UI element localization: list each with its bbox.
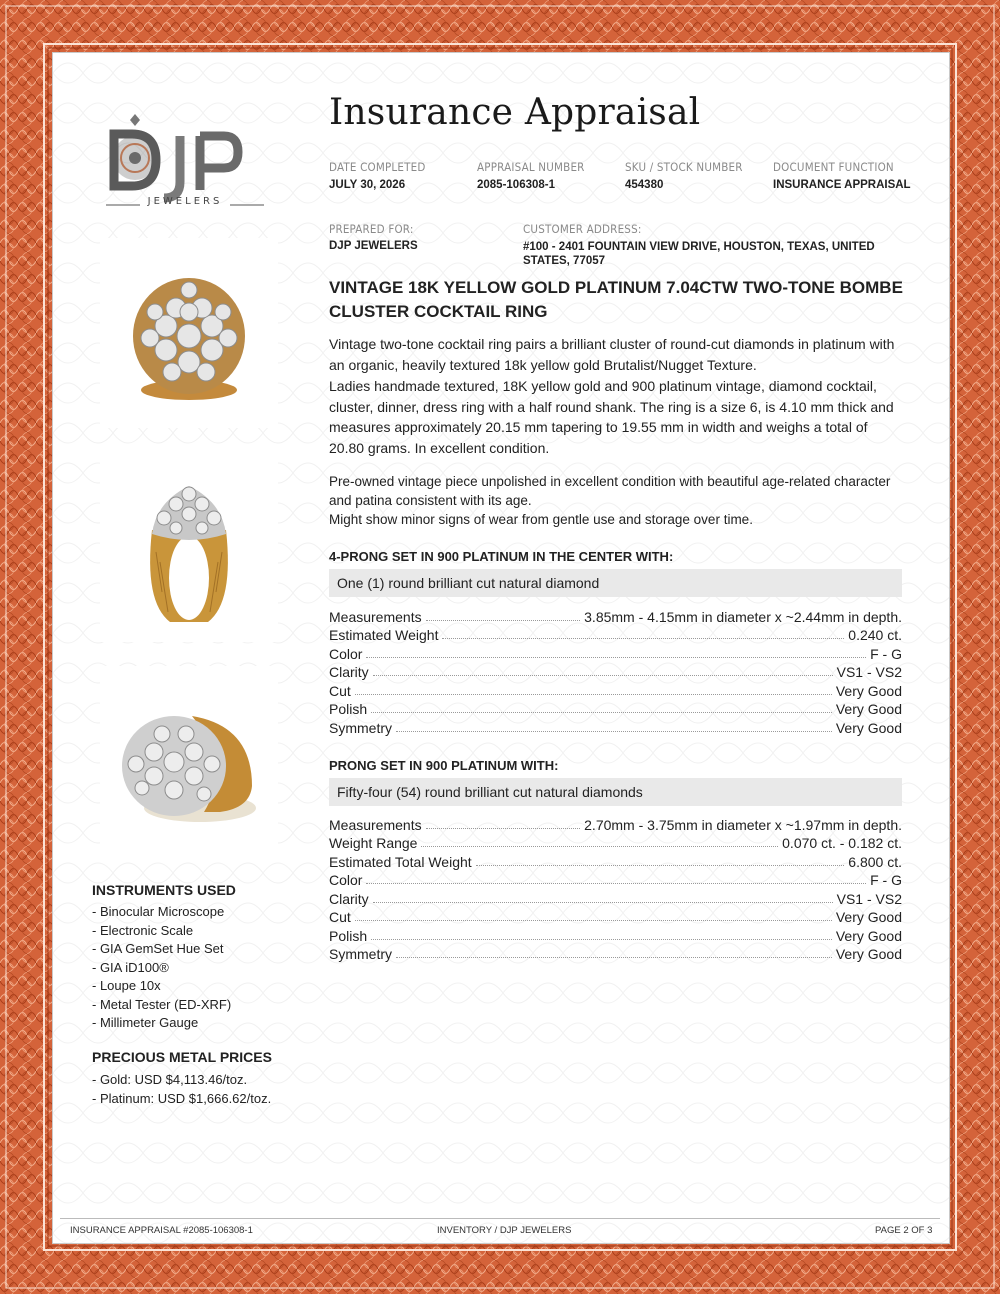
spec-row: [329, 889, 902, 908]
spec-value: Very Good: [835, 682, 902, 699]
appraisal-number-value: 2085-106308-1: [477, 179, 556, 191]
spec-row: [329, 626, 902, 645]
spec-row: [329, 718, 902, 737]
spec-value: 2.70mm - 3.75mm in diameter x ~1.97mm in depth.: [584, 816, 902, 833]
sku-value: 454380: [625, 179, 664, 191]
spec-row: [329, 700, 902, 719]
page-title: Insurance Appraisal: [329, 92, 701, 133]
center-stone-section-title: 4-PRONG SET IN 900 PLATINUM IN THE CENTER WITH:: [329, 549, 674, 564]
spec-row: [329, 815, 902, 834]
dot-leader: [373, 675, 833, 676]
spec-key: Cut: [329, 682, 351, 699]
dot-leader: [366, 883, 866, 884]
instrument-item: - Electronic Scale: [92, 922, 194, 938]
condition-paragraph-1: Pre-owned vintage piece unpolished in excellent condition with beautiful age-related character and patina consistent with its age.: [329, 474, 891, 508]
description-paragraph-1: Vintage two-tone cocktail ring pairs a brilliant cluster of round-cut diamonds in platinum with an organic, heavily textured 18k yellow gold Brutalist/Nugget Texture.: [329, 336, 895, 373]
spec-key: Symmetry: [329, 719, 392, 736]
dot-leader: [371, 939, 832, 940]
item-title: VINTAGE 18K YELLOW GOLD PLATINUM 7.04CTW TWO-TONE BOMBE CLUSTER COCKTAIL RING: [329, 278, 903, 321]
spec-row: [329, 926, 902, 945]
ring-photo-side: [100, 452, 278, 642]
customer-address-value: #100 - 2401 FOUNTAIN VIEW DRIVE, HOUSTON, TEXAS, UNITED STATES, 77057: [523, 241, 875, 267]
spec-key: Measurements: [329, 608, 422, 625]
dot-leader: [421, 846, 778, 847]
spec-key: Color: [329, 645, 363, 662]
djp-logo: [100, 110, 270, 210]
metal-prices-list: [92, 1071, 271, 1108]
spec-value: F - G: [870, 645, 902, 662]
accent-stones-summary: Fifty-four (54) round brilliant cut natural diamonds: [329, 778, 902, 806]
spec-key: Polish: [329, 701, 368, 717]
dot-leader: [426, 620, 581, 621]
dot-leader: [355, 920, 832, 921]
spec-value: 0.070 ct. - 0.182 ct.: [782, 835, 902, 851]
center-stone-specs: [329, 607, 902, 737]
spec-key: Measurements: [329, 816, 422, 833]
spec-value: Very Good: [835, 946, 902, 962]
spec-key: Clarity: [329, 664, 369, 680]
accent-stones-specs: [329, 815, 902, 963]
prepared-for-value: DJP JEWELERS: [329, 240, 418, 252]
spec-value: Very Good: [835, 927, 902, 944]
accent-stones-section-title: PRONG SET IN 900 PLATINUM WITH:: [329, 758, 559, 773]
spec-row: [329, 834, 902, 853]
instrument-item: - Millimeter Gauge: [92, 1015, 199, 1030]
instruments-title: INSTRUMENTS USED: [92, 882, 236, 898]
footer-appraisal-id: INSURANCE APPRAISAL #2085-106308-1: [70, 1225, 253, 1236]
spec-key: Color: [329, 872, 363, 888]
spec-value: Very Good: [835, 719, 902, 736]
spec-value: 3.85mm - 4.15mm in diameter x ~2.44mm in depth.: [584, 608, 902, 625]
spec-row: [329, 852, 902, 871]
footer-inventory: INVENTORY / DJP JEWELERS: [437, 1225, 572, 1236]
metal-price-item: - Platinum: USD $1,666.62/toz.: [92, 1090, 272, 1106]
spec-value: 6.800 ct.: [848, 853, 902, 870]
description-paragraph-2: Ladies handmade textured, 18K yellow gold and 900 platinum vintage, diamond cocktail, cluster, dinner, dress ring with a half round shank. The ring is a size 6, is 4.10 mm thick and measures approximately 20.15 mm tapering to 19.55 mm in width and weighs a total of 20.80 grams. In excellent condition.: [329, 378, 894, 456]
spec-key: Estimated Weight: [329, 627, 439, 643]
spec-row: [329, 663, 902, 682]
spec-value: VS1 - VS2: [836, 890, 902, 907]
dot-leader: [396, 731, 832, 732]
customer-address-label: CUSTOMER ADDRESS:: [523, 222, 642, 236]
dot-leader: [355, 694, 832, 695]
center-stone-summary: One (1) round brilliant cut natural diamond: [329, 569, 902, 597]
metal-prices-title: PRECIOUS METAL PRICES: [92, 1049, 272, 1065]
dot-leader: [373, 902, 833, 903]
spec-key: Clarity: [329, 890, 369, 907]
spec-row: [329, 871, 902, 890]
spec-key: Estimated Total Weight: [329, 853, 472, 870]
dot-leader: [366, 657, 866, 658]
logo-subtext: JEWELERS: [147, 196, 223, 207]
dot-leader: [476, 865, 845, 866]
document-function-label: DOCUMENT FUNCTION: [773, 160, 894, 174]
spec-key: Weight Range: [329, 835, 418, 851]
spec-row: [329, 945, 902, 964]
condition-paragraph-2: Might show minor signs of wear from gentle use and storage over time.: [329, 512, 753, 527]
spec-row: [329, 644, 902, 663]
spec-value: 0.240 ct.: [848, 627, 902, 643]
footer-rule: [60, 1218, 940, 1219]
spec-value: F - G: [870, 872, 902, 888]
date-completed-label: DATE COMPLETED: [329, 160, 426, 174]
instrument-item: - Metal Tester (ED-XRF): [92, 996, 232, 1012]
dot-leader: [371, 712, 832, 713]
spec-value: Very Good: [835, 701, 902, 717]
spec-value: VS1 - VS2: [836, 664, 902, 680]
spec-row: [329, 607, 902, 626]
spec-row: [329, 908, 902, 927]
footer-page-number: PAGE 2 OF 3: [875, 1225, 933, 1236]
spec-value: Very Good: [835, 909, 902, 925]
dot-leader: [426, 828, 581, 829]
spec-key: Polish: [329, 927, 368, 944]
instrument-item: - Binocular Microscope: [92, 904, 225, 919]
document-function-value: INSURANCE APPRAISAL: [773, 179, 911, 191]
ring-photo-angle: [100, 666, 278, 856]
instrument-item: - GIA iD100®: [92, 959, 169, 975]
metal-price-item: - Gold: USD $4,113.46/toz.: [92, 1072, 248, 1087]
spec-key: Cut: [329, 909, 351, 925]
date-completed-value: JULY 30, 2026: [329, 179, 406, 191]
instruments-list: [92, 903, 231, 1033]
appraisal-number-label: APPRAISAL NUMBER: [477, 160, 585, 174]
sku-label: SKU / STOCK NUMBER: [625, 160, 743, 174]
prepared-for-label: PREPARED FOR:: [329, 222, 414, 236]
dot-leader: [396, 957, 832, 958]
instrument-item: - GIA GemSet Hue Set: [92, 941, 224, 956]
ring-photo-top: [100, 238, 278, 428]
spec-row: [329, 681, 902, 700]
instrument-item: - Loupe 10x: [92, 978, 161, 993]
dot-leader: [442, 638, 844, 639]
spec-key: Symmetry: [329, 946, 392, 962]
